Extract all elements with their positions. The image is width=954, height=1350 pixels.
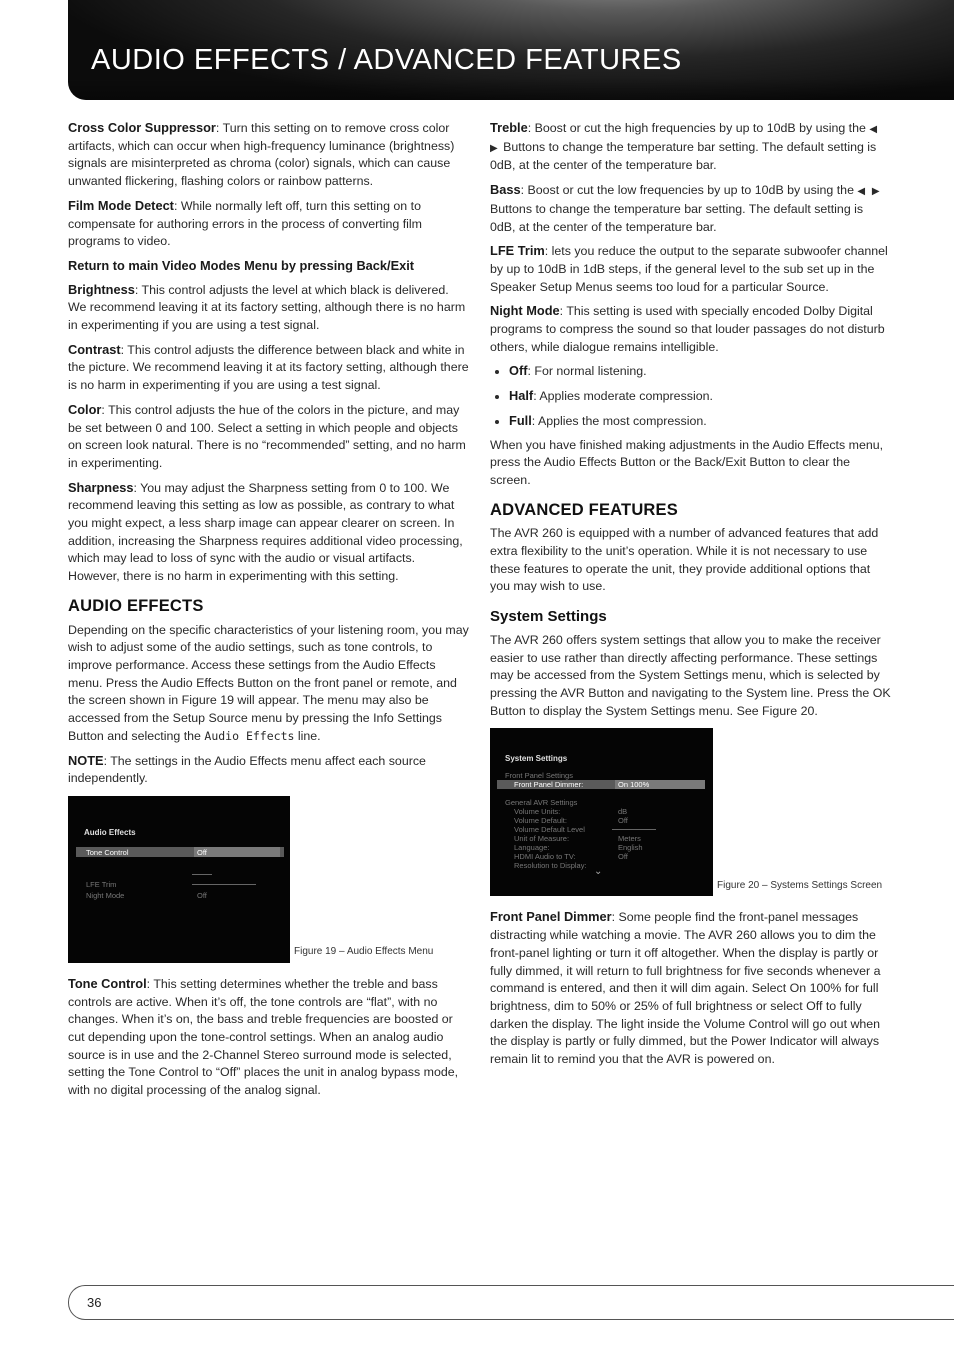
term: Tone Control: [68, 975, 147, 991]
body-text: Depending on the specific characteristics of your listening room, you may wish to adjust some of the audio settings, such as tone controls, to improve performance. Access these settings from the Audio Effects menu. Press the Audio Effects Button on the front panel or remote, and the screen shown in Figure 19 will appear. The menu may also be accessed from the Setup Source menu by pressing the Info Settings Button and selecting the: [68, 622, 469, 743]
screen-row-label: Volume Default Level: [514, 825, 585, 835]
night-mode-options-list: [490, 362, 892, 430]
body-text: : Applies moderate compression.: [533, 389, 713, 404]
screen-group-label: Front Panel Settings: [505, 771, 573, 781]
body-text: : While normally left off, turn this setting on to compensate for authoring errors in the process of converting film programs to video.: [68, 198, 422, 249]
left-right-arrow-icon: ◀ ▶: [490, 124, 880, 154]
term: Film Mode Detect: [68, 197, 174, 213]
term: Brightness: [68, 281, 135, 297]
screen-row-value: Meters: [618, 834, 641, 844]
screen-row-label: Tone Control: [86, 847, 129, 857]
term: Treble: [490, 120, 528, 135]
screen-title: Audio Effects: [84, 827, 136, 837]
term: Night Mode: [490, 303, 560, 319]
body-text: line.: [294, 728, 321, 743]
paragraph-advanced-features: The AVR 260 is equipped with a number of advanced features that add extra flexibility to the unit’s operation. While it is not necessary to use these features to operate the unit, they provide additional options that you may wish to use.: [490, 526, 879, 594]
figure-19: [68, 796, 470, 963]
paragraph-finish: When you have finished making adjustments in the Audio Effects menu, press the Audio Effects Button or the Back/Exit Button to clear the screen.: [490, 437, 884, 487]
system-settings-screenshot: [490, 728, 713, 896]
page-header-banner: [68, 0, 954, 100]
screen-row-label: Language:: [514, 843, 550, 853]
term: Off: [509, 363, 528, 379]
screen-row-value: Off: [618, 816, 628, 826]
paragraph-audio-effects: [68, 622, 470, 746]
paragraph-front-panel-dimmer: [490, 908, 892, 1068]
paragraph-lfe-trim: [490, 242, 892, 296]
screen-row-label: Volume Units:: [514, 807, 561, 817]
term: Bass: [490, 182, 521, 198]
paragraph-brightness: [68, 281, 470, 335]
screen-row-label: Resolution to Display:: [514, 861, 587, 871]
body-text: : Turn this setting on to remove cross color artifacts, which can occur when high-frequency luminance (brightness) signals are misinterpreted as chroma (color) signals, which can cause unwanted flickering, flashing colors or rainbow patterns.: [68, 121, 455, 189]
screen-row-front-panel-dimmer: [497, 780, 705, 789]
body-text: : The settings in the Audio Effects menu affect each source independently.: [68, 753, 426, 786]
body-text: Buttons to change the temperature bar setting. The default setting is 0dB, at the center of the temperature bar.: [490, 201, 864, 234]
paragraph-color: [68, 401, 470, 473]
right-column: [490, 119, 892, 1075]
term: Cross Color Suppressor: [68, 120, 216, 135]
body-text: : This control adjusts the difference between black and white in the picture. We recommend leaving it at its factory setting, although there is no harm in experimenting if you are using a test signal.: [68, 342, 469, 393]
body-text: Buttons to change the temperature bar setting. The default setting is 0dB, at the center of the temperature bar.: [490, 139, 877, 173]
paragraph-film-mode-detect: [68, 197, 470, 251]
figure-caption: Figure 20 – Systems Settings Screen: [717, 879, 883, 891]
screen-row-value: On 100%: [618, 780, 650, 790]
section-heading-advanced-features: ADVANCED FEATURES: [490, 500, 678, 519]
screen-row-label: Volume Default:: [514, 816, 567, 826]
body-text: : This setting determines whether the treble and bass controls are active. When it’s off, the tone controls are “flat”, with no changes. When it’s on, the bass and treble frequencies are boosted or cut depending upon the tone-control settings. When an analog audio source is in use and the 2-Channel Stereo surround mode is selected, setting the Tone Control to “Off” places the unit in analog bypass mode, with no digital processing of the analog signal.: [68, 976, 459, 1098]
term: LFE Trim: [490, 243, 545, 259]
body-text: : You may adjust the Sharpness setting from 0 to 100. We recommend leaving this setting as low as possible, as contrary to what you might expect, a less sharp image can appear clearer on screen. In addition, increasing the Sharpness requires additional video processing, which may lead to loss of sync with the audio or visual artifacts. However, there is no harm in experimenting with this setting.: [68, 480, 463, 584]
body-text: : This control adjusts the level at which black is delivered. We recommend leaving it at its factory setting, although there is no harm in experimenting if you are using a test signal.: [68, 282, 466, 333]
left-right-arrow-icon: ◀ ▶: [857, 186, 882, 198]
screen-row-value: English: [618, 843, 643, 853]
term: Half: [509, 388, 534, 404]
screen-row-value: Off: [197, 890, 207, 900]
body-text: : Boost or cut the high frequencies by up to 10dB by using the: [527, 121, 870, 135]
figure-20: [490, 728, 892, 896]
body-text: : For normal listening.: [527, 364, 647, 379]
screen-row-value: Off: [618, 852, 628, 862]
return-instruction: Return to main Video Modes Menu by pressing Back/Exit: [68, 257, 415, 273]
screen-row-tone-control: [76, 847, 284, 857]
screen-row-label: Front Panel Dimmer:: [514, 780, 584, 790]
screen-row-value: dB: [618, 807, 628, 817]
screen-row-value: Off: [197, 847, 207, 857]
page-number: 36: [87, 1295, 102, 1310]
figure-caption: Figure 19 – Audio Effects Menu: [294, 946, 434, 958]
treble-temperature-bar: [192, 884, 256, 885]
screen-row-label: Night Mode: [86, 890, 125, 900]
body-text: : This setting is used with specially encoded Dolby Digital programs to compress the sound so that louder passages do not disturb others, while dialogue remains intelligible.: [490, 304, 885, 354]
section-heading-audio-effects: AUDIO EFFECTS: [68, 596, 204, 615]
paragraph-bass: [490, 181, 892, 236]
screen-group-label: General AVR Settings: [505, 798, 578, 808]
term: Sharpness: [68, 479, 134, 495]
screen-row-label: LFE Trim: [86, 879, 117, 889]
left-column: [68, 119, 470, 1106]
menu-item-reference: Audio Effects: [204, 728, 295, 743]
list-item: [509, 387, 892, 406]
body-text: : Some people find the front-panel messages distracting while watching a movie. The AVR 260 allows you to dim the front-panel lighting or turn it off altogether. When the display is partly or fully dimmed, it will return to full brightness for five seconds whenever a command is entered, and then it will dim again. Select On 100% for full brightness, dim to 50% or 25% of full brightness or select Off to fully darken the display. The light inside the Volume Control will go out when the display is partly or fully dimmed, but the Power Indicator will always remain lit to remind you that the AVR is powered on.: [490, 910, 881, 1067]
body-text: : Boost or cut the low frequencies by up to 10dB by using the: [520, 183, 858, 198]
paragraph-note: [68, 752, 470, 788]
screen-row-label: Unit of Measure:: [514, 834, 570, 844]
page-footer: [68, 1285, 954, 1320]
subheading-system-settings: System Settings: [490, 608, 607, 626]
screen-row-label: HDMI Audio to TV:: [514, 852, 576, 862]
term: NOTE: [68, 752, 104, 768]
term: Front Panel Dimmer: [490, 909, 612, 925]
term: Full: [509, 412, 532, 428]
audio-effects-menu-screenshot: [68, 796, 290, 963]
body-text: : This control adjusts the hue of the colors in the picture, and may be set between 0 and 100. Select a setting in which people and objects on screen look natural. There is no “recommended” setting, and no harm in experimenting.: [68, 402, 466, 470]
paragraph-cross-color-suppressor: [68, 119, 470, 191]
term: Contrast: [68, 341, 121, 357]
screen-title: System Settings: [505, 754, 568, 764]
page-title: AUDIO EFFECTS / ADVANCED FEATURES: [91, 44, 682, 76]
list-item: [509, 362, 892, 381]
term: Color: [68, 401, 102, 417]
volume-level-bar: [612, 829, 656, 830]
paragraph-night-mode: [490, 302, 892, 356]
paragraph-tone-control: [68, 975, 470, 1100]
screen-separator: [192, 874, 212, 875]
body-text: : Applies the most compression.: [531, 413, 707, 428]
paragraph-contrast: [68, 341, 470, 395]
paragraph-system-settings: The AVR 260 offers system settings that allow you to make the receiver easier to use rather than directly affecting performance. These settings may be accessed from the System Settings menu, which is selected by pressing the AVR Button and navigating to the System line. Press the OK Button to display the System Settings menu. See Figure 20.: [490, 632, 891, 718]
scroll-down-icon: ⌄: [594, 866, 603, 878]
paragraph-sharpness: [68, 479, 470, 586]
body-text: : lets you reduce the output to the separate subwoofer channel by up to 10dB in 1dB steps, if the general level to the sub set up in the Speaker Setup Menus seems too loud for a particular Source.: [490, 244, 888, 294]
paragraph-treble: [490, 119, 892, 175]
list-item: [509, 412, 892, 431]
